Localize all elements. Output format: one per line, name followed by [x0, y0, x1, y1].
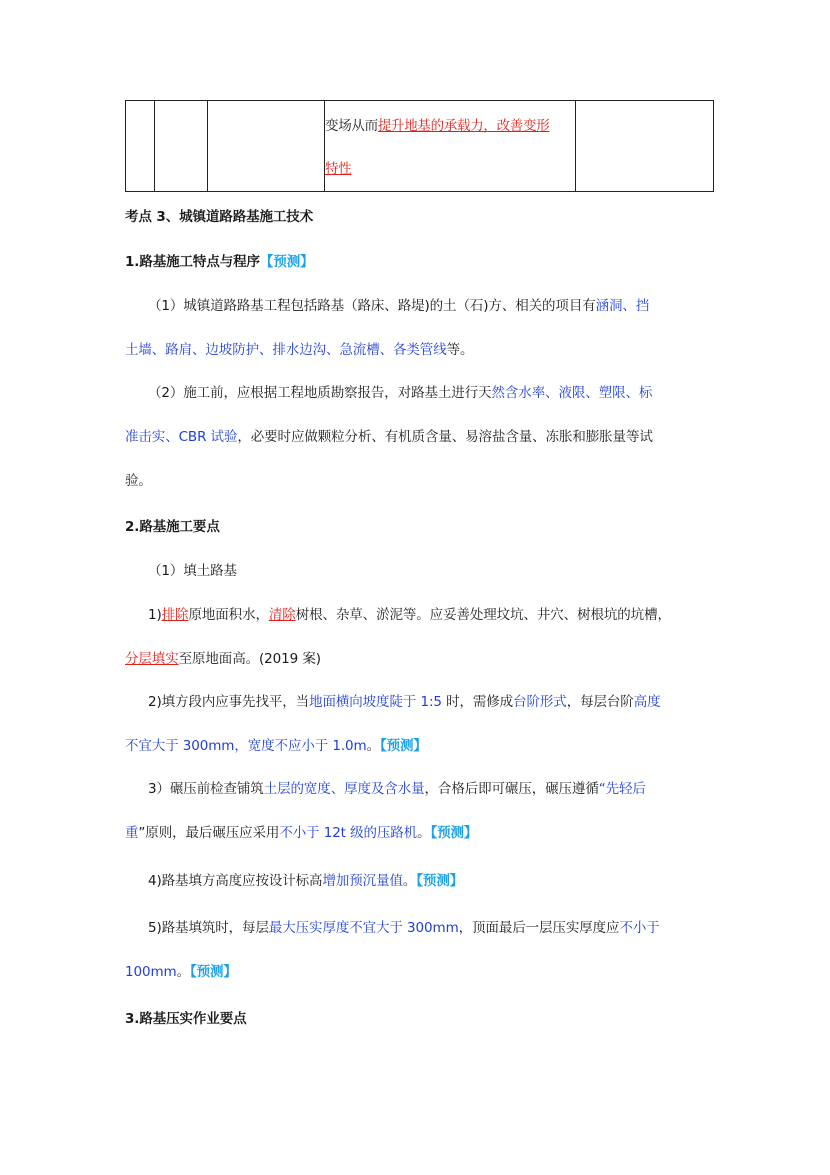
heading-2: 2.路基施工要点	[125, 519, 220, 535]
text: 树根、杂草、淤泥等。应妥善处理坟坑、井穴、树根坑的坑槽，	[295, 607, 671, 623]
text: 。	[402, 873, 417, 889]
item-3-line-2	[125, 821, 477, 841]
item-1-line-1	[148, 603, 671, 623]
highlight-red: 排除	[161, 607, 189, 623]
text: ，顶面最后一层压实厚度应	[458, 920, 620, 936]
item-2-line-1	[148, 690, 661, 710]
heading-3: 3.路基压实作业要点	[125, 1011, 247, 1027]
table-cell	[576, 101, 714, 192]
highlight-blue: 增加预沉量值	[322, 873, 403, 889]
cell-highlight-1: 提升地基的承载力，改善变形	[377, 118, 550, 134]
paragraph-2-line-1	[148, 381, 652, 401]
heading-1-text: 1.路基施工特点与程序	[125, 254, 260, 270]
predict-tag: 【预测】	[416, 873, 464, 889]
text: 至原地面高。(2019 案)	[178, 651, 321, 667]
item-5-line-2	[125, 960, 237, 980]
table-cell	[155, 101, 208, 192]
highlight-blue: 最大压实厚度不宜大于 300mm	[268, 920, 459, 936]
highlight-blue: 土层的宽度、厚度及含水量	[263, 781, 425, 797]
highlight-blue: 不小于	[619, 920, 660, 936]
text: （1）城镇道路路基工程包括路基（路床、路堤)的土（石)方、相关的项目有	[148, 298, 596, 314]
paragraph-1-line-2	[125, 338, 473, 358]
item-1-line-2	[125, 647, 321, 667]
highlight-blue: 台阶形式	[513, 694, 567, 710]
text: 5)路基填筑时，每层	[148, 920, 269, 936]
text: ，每层台阶	[566, 694, 634, 710]
text: 。	[417, 825, 431, 841]
paragraph-2-line-3: 验。	[125, 473, 152, 489]
highlight-blue: “先轻后	[598, 781, 646, 797]
section-title: 考点 3、城镇道路路基施工技术	[125, 209, 314, 225]
text: 4)路基填方高度应按设计标高	[148, 873, 323, 889]
paragraph-2-line-2	[125, 425, 653, 445]
text: ，合格后即可碾压，碾压遵循	[424, 781, 599, 797]
table-cell	[126, 101, 155, 192]
content-table	[125, 100, 714, 192]
text: ”原则，最后碾压应采用	[138, 825, 280, 841]
text: ，必要时应做颗粒分析、有机质含量、易溶盐含量、冻胀和膨胀量等试	[237, 429, 653, 445]
item-4	[148, 869, 463, 889]
table-cell-text	[325, 101, 576, 192]
highlight-red: 分层填实	[125, 651, 179, 667]
predict-tag: 【预测】	[430, 825, 478, 841]
text: 3）碾压前检查铺筑	[148, 781, 264, 797]
item-2-line-2	[125, 734, 427, 754]
table-cell	[208, 101, 325, 192]
text: （2）施工前，应根据工程地质勘察报告，对路基土进行天	[148, 385, 492, 401]
highlight-blue: 然含水率、液限、塑限、标	[491, 385, 653, 401]
highlight-blue: 高度	[633, 694, 661, 710]
item-5-line-1	[148, 916, 660, 936]
text: 2)填方段内应事先找平，当	[148, 694, 310, 710]
predict-tag: 【预测】	[259, 254, 314, 270]
text: 等。	[446, 342, 474, 358]
cell-highlight-2: 特性	[325, 161, 352, 177]
heading-1	[125, 250, 314, 270]
text: 。	[366, 738, 380, 754]
highlight-blue: 100mm	[125, 964, 177, 980]
text: 1)	[148, 607, 162, 623]
text: 。	[176, 964, 190, 980]
text: 时，需修成	[441, 694, 514, 710]
highlight-blue: 土墙、路肩、边坡防护、排水边沟、急流槽、各类管线	[125, 342, 447, 358]
highlight-blue: 不宜大于 300mm，宽度不应小于 1.0m	[125, 738, 367, 754]
highlight-blue: 涵洞、挡	[595, 298, 650, 314]
paragraph-1-line-1	[148, 294, 649, 314]
text: 原地面积水，	[188, 607, 269, 623]
highlight-blue: 不小于 12t 级的压路机	[279, 825, 418, 841]
predict-tag: 【预测】	[379, 738, 427, 754]
highlight-blue: 重	[125, 825, 139, 841]
highlight-red: 清除	[268, 607, 296, 623]
sub-heading-fill: （1）填土路基	[148, 563, 237, 579]
item-3-line-1	[148, 777, 646, 797]
predict-tag: 【预测】	[189, 964, 237, 980]
highlight-blue: 地面横向坡度陡于 1:5	[309, 694, 442, 710]
highlight-blue: 准击实、CBR 试验	[125, 429, 238, 445]
cell-prefix: 变场从而	[325, 118, 378, 134]
